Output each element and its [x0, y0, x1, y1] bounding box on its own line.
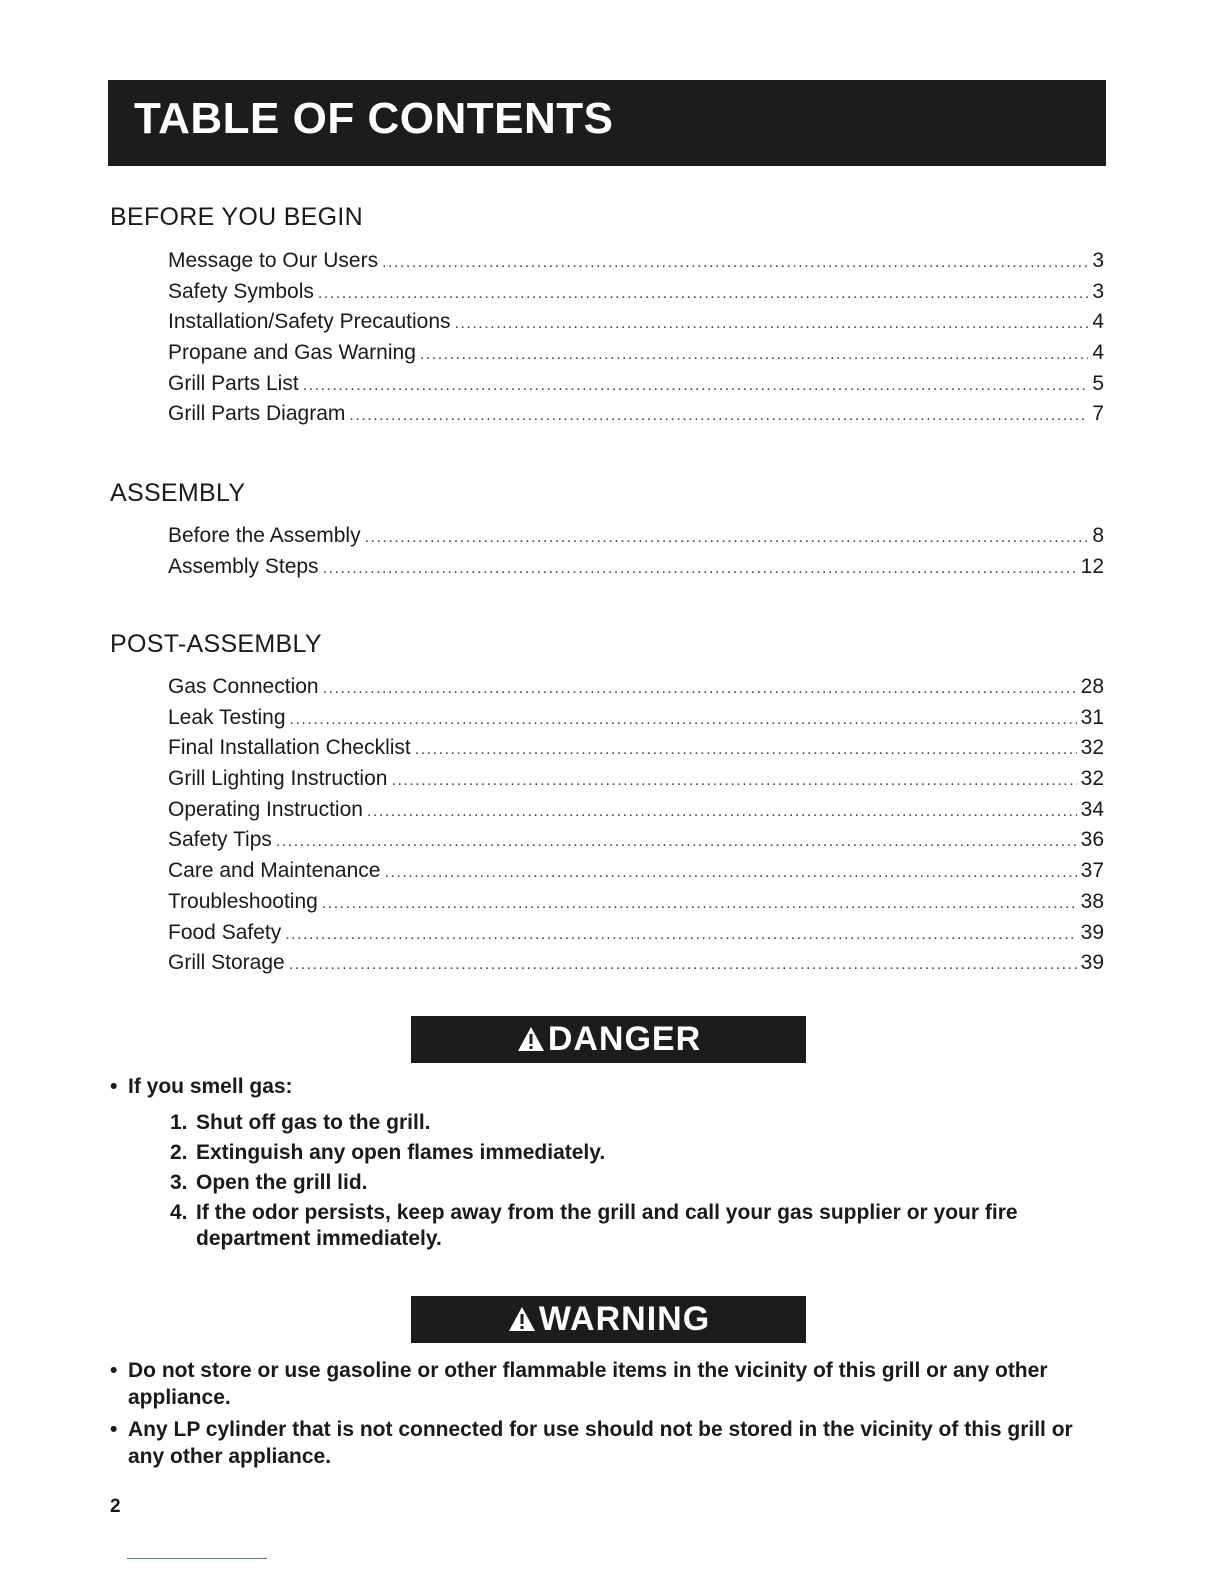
toc-entry-title: Final Installation Checklist	[168, 736, 411, 760]
dot-leader	[420, 340, 1088, 371]
toc-entry-title: Propane and Gas Warning	[168, 341, 416, 365]
warning-label: WARNING	[538, 1300, 711, 1338]
dot-leader	[303, 371, 1089, 402]
toc-entry-page: 7	[1092, 402, 1104, 426]
dot-leader	[290, 705, 1077, 736]
toc-entry-page: 32	[1080, 767, 1104, 791]
dot-leader	[365, 523, 1089, 554]
toc-entry[interactable]	[168, 764, 1104, 795]
page-number: 2	[110, 1496, 121, 1517]
step-number: 2.	[170, 1141, 188, 1164]
toc-entry-title: Operating Instruction	[168, 797, 363, 821]
toc-entry-title: Before the Assembly	[168, 524, 361, 547]
toc-entry-title: Assembly Steps	[168, 554, 319, 578]
toc-entry-title: Message to Our Users	[168, 249, 379, 272]
toc-entry[interactable]	[168, 795, 1104, 826]
footer-rule	[127, 1558, 267, 1559]
warning-items	[110, 1357, 1100, 1475]
toc-entry-title: Care and Maintenance	[168, 859, 381, 883]
section-heading-before-you-begin: BEFORE YOU BEGIN	[110, 203, 364, 231]
toc-entry[interactable]	[168, 948, 1104, 979]
dot-leader	[323, 554, 1077, 585]
toc-entry-title: Grill Storage	[168, 951, 285, 975]
toc-list-before-you-begin	[168, 246, 1104, 430]
toc-list-assembly	[168, 521, 1104, 582]
toc-entry-title: Leak Testing	[168, 705, 286, 729]
toc-entry[interactable]	[168, 307, 1104, 338]
toc-entry[interactable]	[168, 521, 1104, 552]
warning-triangle-icon	[507, 1305, 537, 1333]
dot-leader	[455, 309, 1089, 340]
toc-entry-title: Grill Lighting Instruction	[168, 767, 388, 791]
dot-leader	[367, 797, 1077, 828]
toc-entry-page: 3	[1092, 279, 1104, 303]
toc-entry-page: 8	[1092, 524, 1104, 547]
toc-entry[interactable]	[168, 399, 1104, 430]
toc-entry-title: Safety Symbols	[168, 279, 314, 303]
toc-entry-page: 31	[1080, 705, 1104, 729]
toc-entry[interactable]	[168, 887, 1104, 918]
warning-triangle-icon	[516, 1025, 546, 1053]
danger-steps	[170, 1110, 1090, 1256]
dot-leader	[391, 766, 1076, 797]
toc-entry-title: Grill Parts List	[168, 371, 299, 395]
toc-entry-title: Gas Connection	[168, 675, 319, 698]
toc-entry-title: Grill Parts Diagram	[168, 402, 346, 426]
step-number: 3.	[170, 1171, 188, 1194]
section-heading-assembly: ASSEMBLY	[110, 479, 246, 507]
toc-entry[interactable]	[168, 338, 1104, 369]
dot-leader	[415, 735, 1077, 766]
toc-entry-page: 36	[1080, 828, 1104, 852]
list-item	[170, 1170, 1090, 1196]
dot-leader	[349, 401, 1088, 432]
step-text: Extinguish any open flames immediately.	[196, 1141, 606, 1164]
dot-leader	[276, 827, 1077, 858]
dot-leader	[318, 279, 1088, 310]
step-number: 4.	[170, 1201, 188, 1224]
toc-entry-page: 3	[1092, 249, 1104, 272]
toc-entry-page: 38	[1080, 889, 1104, 913]
dot-leader	[289, 950, 1077, 981]
dot-leader	[322, 889, 1077, 920]
dot-leader	[384, 858, 1076, 889]
list-item	[170, 1200, 1090, 1252]
danger-intro-text: If you smell gas:	[128, 1075, 293, 1098]
toc-entry-page: 4	[1092, 310, 1104, 334]
toc-entry-title: Safety Tips	[168, 828, 272, 852]
page-title: TABLE OF CONTENTS	[134, 94, 614, 143]
list-item	[170, 1110, 1090, 1136]
toc-entry-page: 12	[1080, 554, 1104, 578]
toc-entry[interactable]	[168, 825, 1104, 856]
dot-leader	[382, 248, 1088, 279]
toc-entry-page: 4	[1092, 341, 1104, 365]
toc-entry[interactable]	[168, 246, 1104, 277]
toc-entry-page: 39	[1080, 920, 1104, 944]
toc-entry[interactable]	[168, 277, 1104, 308]
bullet-icon: •	[110, 1075, 118, 1098]
section-heading-post-assembly: POST-ASSEMBLY	[110, 630, 322, 658]
toc-list-post-assembly	[168, 672, 1104, 979]
title-banner	[108, 80, 1106, 166]
toc-entry[interactable]	[168, 703, 1104, 734]
toc-entry[interactable]	[168, 369, 1104, 400]
toc-entry-title: Troubleshooting	[168, 889, 318, 913]
step-text: Shut off gas to the grill.	[196, 1111, 431, 1134]
toc-entry-title: Food Safety	[168, 920, 282, 944]
toc-entry-page: 37	[1080, 859, 1104, 883]
toc-entry-page: 34	[1080, 797, 1104, 821]
toc-entry[interactable]	[168, 918, 1104, 949]
step-text: Open the grill lid.	[196, 1171, 368, 1194]
toc-entry[interactable]	[168, 733, 1104, 764]
toc-entry[interactable]	[168, 552, 1104, 583]
dot-leader	[323, 674, 1077, 705]
list-item	[110, 1357, 1100, 1411]
toc-entry[interactable]	[168, 856, 1104, 887]
dot-leader	[285, 920, 1076, 951]
toc-entry-page: 5	[1092, 371, 1104, 395]
list-item	[170, 1140, 1090, 1166]
danger-label: DANGER	[547, 1020, 702, 1058]
toc-entry-title: Installation/Safety Precautions	[168, 310, 451, 334]
warning-text: Any LP cylinder that is not connected for use should not be stored in the vicinity of this grill or any other appliance.	[128, 1418, 1073, 1468]
bullet-icon: •	[110, 1359, 118, 1382]
danger-intro	[110, 1075, 1100, 1099]
warning-banner	[411, 1296, 806, 1343]
warning-text: Do not store or use gasoline or other flammable items in the vicinity of this grill or any other appliance.	[128, 1359, 1048, 1409]
list-item	[110, 1416, 1100, 1470]
bullet-icon: •	[110, 1418, 118, 1441]
toc-entry-page: 28	[1080, 675, 1104, 698]
step-text: If the odor persists, keep away from the grill and call your gas supplier or your fire department immediately.	[196, 1201, 1018, 1250]
toc-entry-page: 32	[1080, 736, 1104, 760]
toc-entry[interactable]	[168, 672, 1104, 703]
step-number: 1.	[170, 1111, 188, 1134]
danger-banner	[411, 1016, 806, 1063]
toc-entry-page: 39	[1080, 951, 1104, 975]
